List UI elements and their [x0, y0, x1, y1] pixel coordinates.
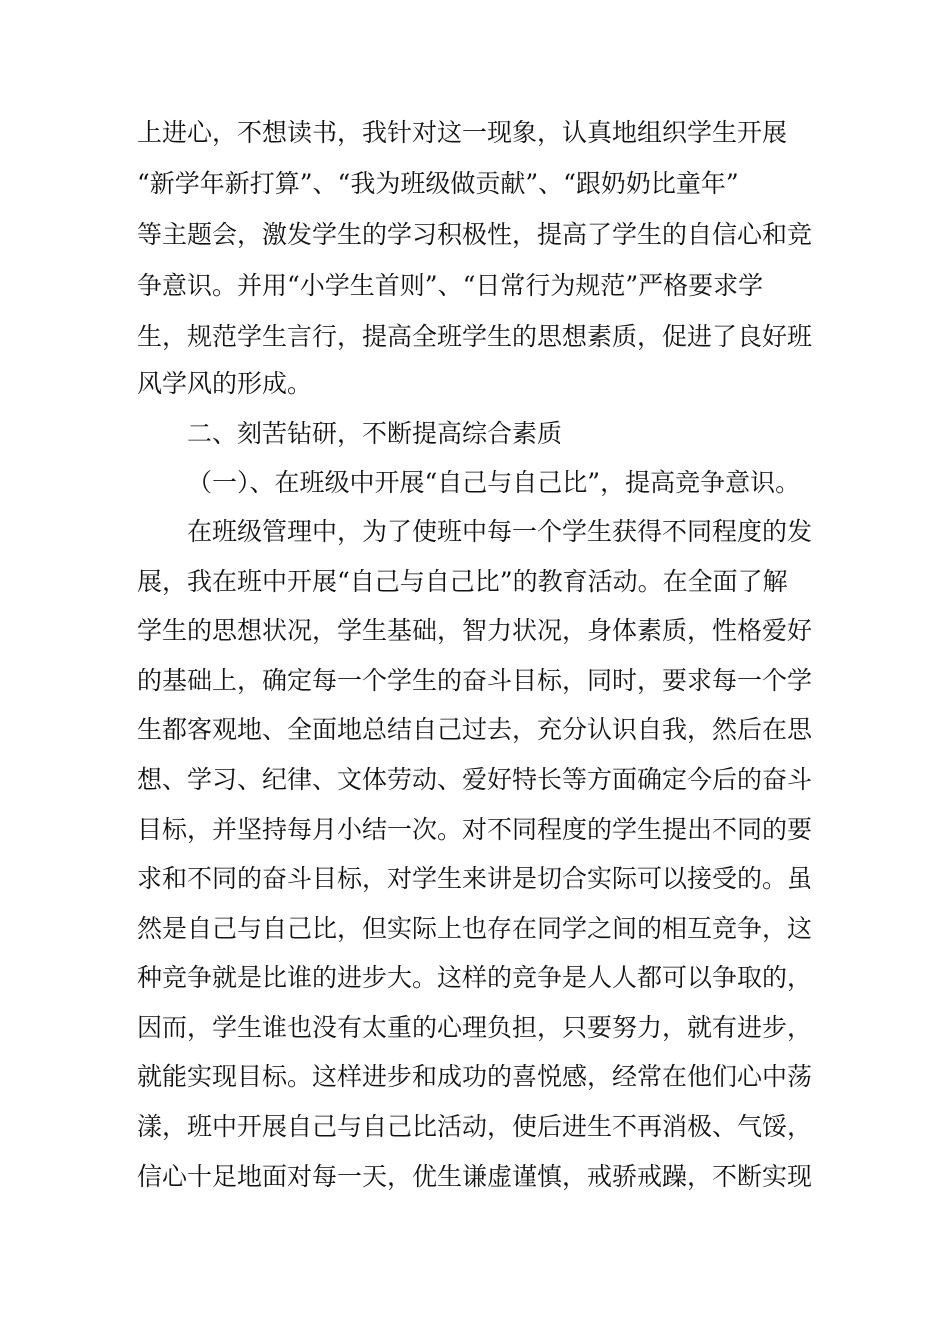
text-line: 上进心，不想读书，我针对这一现象，认真地组织学生开展: [137, 118, 788, 147]
text-line: 信心十足地面对每一天，优生谦虚谨慎，戒骄戒躁，不断实现: [137, 1162, 813, 1191]
subsection-heading: （一）、在班级中开展“自己与自己比”，提高竞争意识。: [187, 468, 801, 497]
text-line: 求和不同的奋斗目标，对学生来讲是切合实际可以接受的。虽: [137, 864, 813, 893]
text-line: 展，我在班中开展“自己与自己比”的教育活动。在全面了解: [137, 567, 788, 596]
text-line: 争意识。并用“小学生首则”、“日常行为规范”严格要求学: [137, 271, 764, 300]
text-line: 因而，学生谁也没有太重的心理负担，只要努力，就有进步，: [137, 1013, 813, 1042]
text-line: 学生的思想状况，学生基础，智力状况，身体素质，性格爱好: [137, 616, 813, 645]
text-line: 的基础上，确定每一个学生的奋斗目标，同时，要求每一个学: [137, 666, 813, 695]
text-line: 生，规范学生言行，提高全班学生的思想素质，促进了良好班: [137, 322, 813, 351]
text-line: 等主题会，激发学生的学习积极性，提高了学生的自信心和竞: [137, 220, 813, 249]
text-line: “新学年新打算”、“我为班级做贡献”、“跟奶奶比童年”: [137, 169, 739, 198]
text-line: 目标，并坚持每月小结一次。对不同程度的学生提出不同的要: [137, 815, 813, 844]
text-line: 种竞争就是比谁的进步大。这样的竞争是人人都可以争取的，: [137, 963, 813, 992]
section-heading: 二、刻苦钻研，不断提高综合素质: [187, 419, 563, 448]
text-line: 想、学习、纪律、文体劳动、爱好特长等方面确定今后的奋斗: [137, 765, 813, 794]
text-line: 风学风的形成。: [137, 369, 313, 398]
text-line: 生都客观地、全面地总结自己过去，充分认识自我，然后在思: [137, 715, 813, 744]
text-line: 漾，班中开展自己与自己比活动，使后进生不再消极、气馁，: [137, 1112, 813, 1141]
text-line: 在班级管理中，为了使班中每一个学生获得不同程度的发: [187, 517, 813, 546]
text-line: 然是自己与自己比，但实际上也存在同学之间的相互竞争，这: [137, 914, 813, 943]
text-line: 就能实现目标。这样进步和成功的喜悦感，经常在他们心中荡: [137, 1062, 813, 1091]
